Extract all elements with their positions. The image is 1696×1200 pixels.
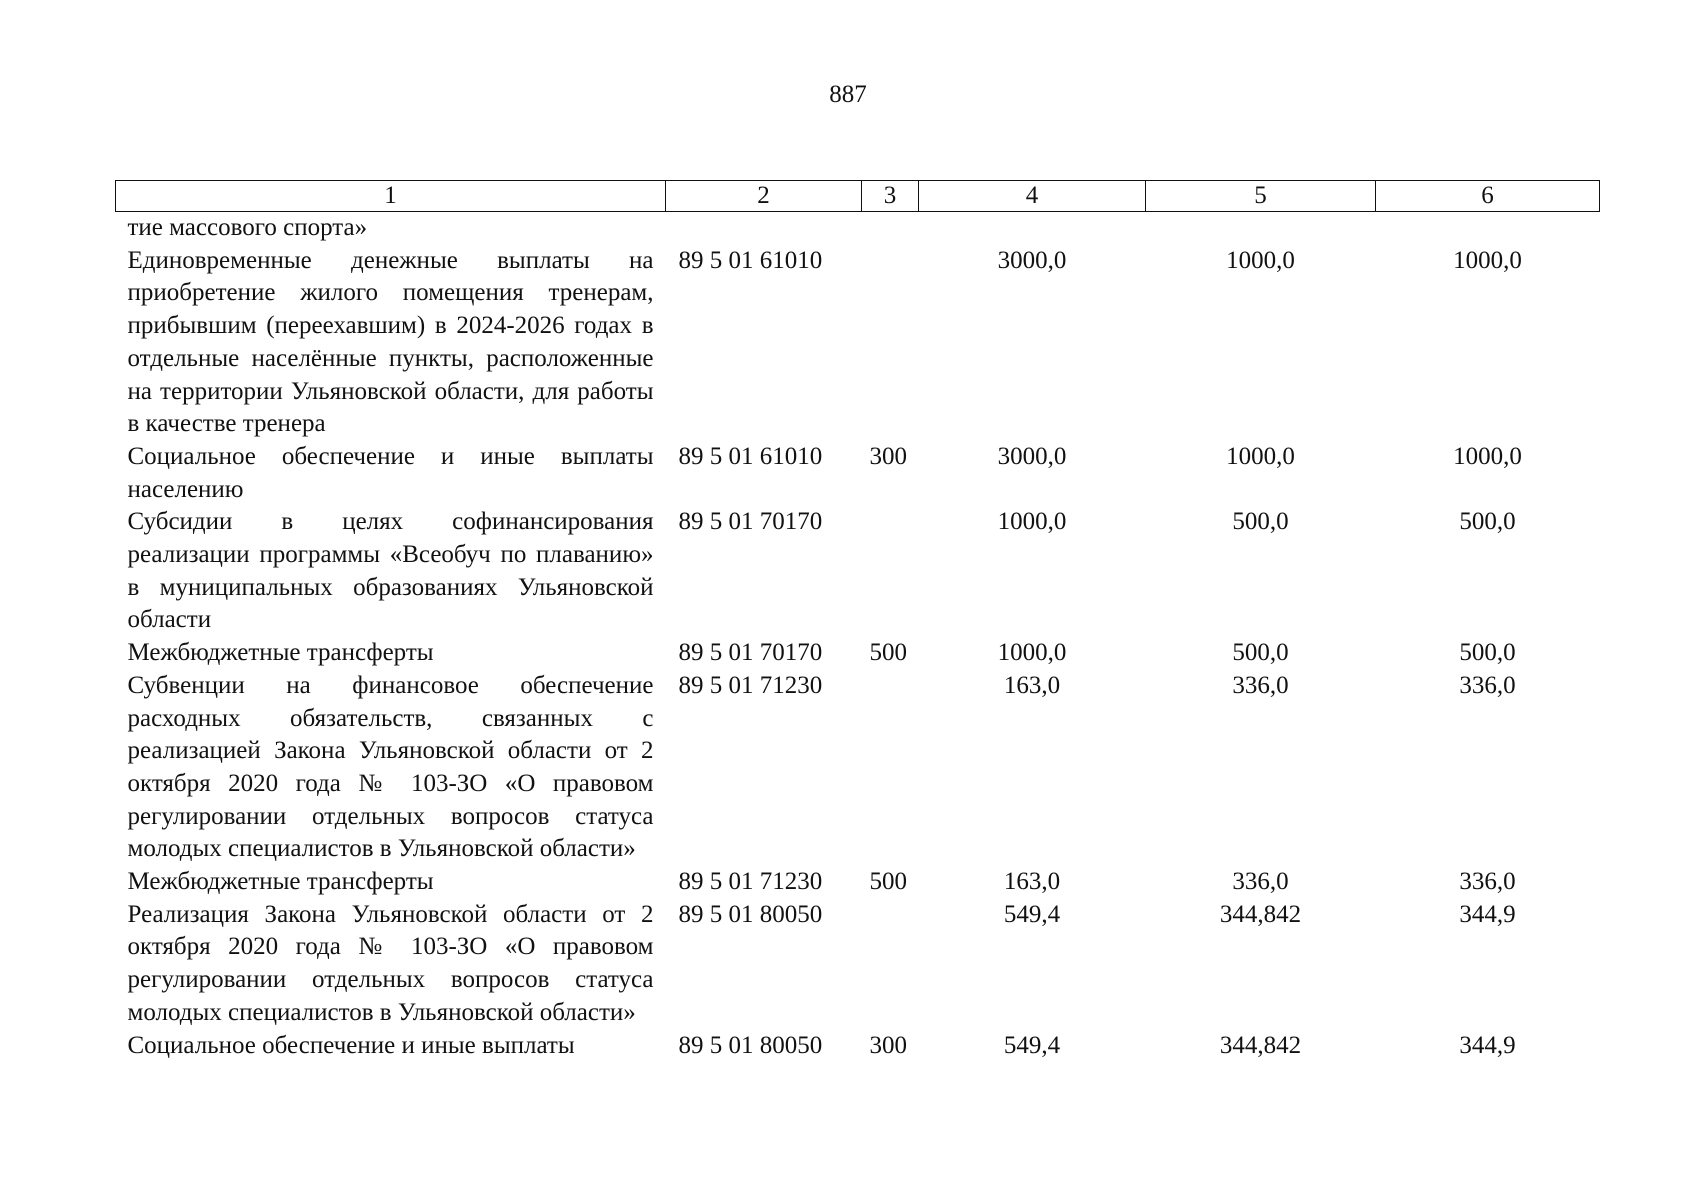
- budget-table: [115, 180, 1600, 1063]
- row-value-col4: 3000,0: [997, 246, 1067, 274]
- row-code: 89 5 01 80050: [678, 900, 823, 928]
- row-value-col4: 1000,0: [997, 508, 1067, 536]
- row-value-col4: 163,0: [1003, 868, 1061, 896]
- row-code: 89 5 01 71230: [678, 868, 823, 896]
- row-expense-type: 500: [869, 639, 907, 667]
- table-row: [116, 245, 1600, 441]
- row-value-col4: 3000,0: [997, 442, 1067, 470]
- row-code: 89 5 01 70170: [678, 639, 823, 667]
- page-number: 887: [829, 81, 867, 108]
- row-value-col4: 163,0: [1003, 671, 1061, 699]
- table-row: [116, 1030, 1600, 1063]
- header-col-3: 3: [862, 181, 919, 212]
- row-code: 89 5 01 71230: [678, 671, 823, 699]
- row-expense-type: [862, 670, 919, 866]
- table-row: [116, 899, 1600, 1030]
- row-value-col6: 344,9: [1459, 900, 1516, 928]
- table-row: [116, 441, 1600, 506]
- row-name: Межбюджетные трансферты: [127, 868, 434, 896]
- header-col-6: 6: [1376, 181, 1600, 212]
- table-row-continuation: [116, 212, 1600, 245]
- table-row: [116, 866, 1600, 899]
- row-value-col5: 344,842: [1219, 900, 1302, 928]
- row-code: 89 5 01 80050: [678, 1031, 823, 1059]
- row-value-col5: 500,0: [1232, 508, 1289, 536]
- row-value-col6: 336,0: [1459, 671, 1516, 699]
- row-value-col6: 336,0: [1459, 868, 1516, 896]
- row-name: Субсидии в целях софинансирования реализации программы «Всеобуч по плаванию» в муниципальных образованиях Ульяновской области: [127, 508, 654, 634]
- header-col-4: 4: [919, 181, 1146, 212]
- row-name: Реализация Закона Ульяновской области от 2 октября 2020 года № 103-ЗО «О правовом регулировании отдельных вопросов статуса молодых специалистов в Ульяновской области»: [127, 900, 654, 1026]
- continuation-text: тие массового спорта»: [127, 214, 368, 241]
- row-value-col5: 500,0: [1232, 639, 1289, 667]
- row-value-col5: 336,0: [1232, 868, 1289, 896]
- row-value-col6: 500,0: [1459, 639, 1516, 667]
- row-name: Социальное обеспечение и иные выплаты: [127, 1031, 575, 1059]
- row-value-col5: 336,0: [1232, 671, 1289, 699]
- row-value-col6: 1000,0: [1453, 442, 1522, 470]
- table-row: [116, 670, 1600, 866]
- row-value-col4: 549,4: [1003, 900, 1061, 928]
- row-value-col6: 344,9: [1459, 1031, 1516, 1059]
- header-col-1: 1: [116, 181, 666, 212]
- table-row: [116, 637, 1600, 670]
- table-header-row: [116, 181, 1600, 212]
- row-expense-type: 300: [869, 1031, 907, 1059]
- row-name: Социальное обеспечение и иные выплаты населению: [127, 442, 654, 503]
- header-col-2: 2: [666, 181, 862, 212]
- header-col-5: 5: [1146, 181, 1376, 212]
- row-code: 89 5 01 70170: [678, 508, 823, 536]
- row-value-col6: 1000,0: [1453, 246, 1522, 274]
- row-expense-type: [862, 899, 919, 1030]
- row-name: Единовременные денежные выплаты на приобретение жилого помещения тренерам, прибывшим (переехавшим) в 2024-2026 годах в отдельные населённые пункты, расположенные на территории Ульяновской области, для работы в качестве тренера: [127, 246, 654, 438]
- row-code: 89 5 01 61010: [678, 442, 823, 470]
- row-value-col4: 1000,0: [997, 639, 1067, 667]
- row-expense-type: 500: [869, 868, 907, 896]
- row-value-col6: 500,0: [1459, 508, 1516, 536]
- row-value-col5: 1000,0: [1226, 442, 1295, 470]
- row-expense-type: [862, 245, 919, 441]
- row-code: 89 5 01 61010: [678, 246, 823, 274]
- row-name: Субвенции на финансовое обеспечение расходных обязательств, связанных с реализацией Закона Ульяновской области от 2 октября 2020 года № 103-ЗО «О правовом регулировании отдельных вопросов статуса молодых специалистов в Ульяновской области»: [127, 671, 654, 863]
- row-value-col4: 549,4: [1003, 1031, 1061, 1059]
- row-name: Межбюджетные трансферты: [127, 639, 434, 667]
- row-expense-type: [862, 506, 919, 637]
- row-value-col5: 344,842: [1219, 1031, 1302, 1059]
- row-value-col5: 1000,0: [1226, 246, 1295, 274]
- row-expense-type: 300: [869, 442, 907, 470]
- table-row: [116, 506, 1600, 637]
